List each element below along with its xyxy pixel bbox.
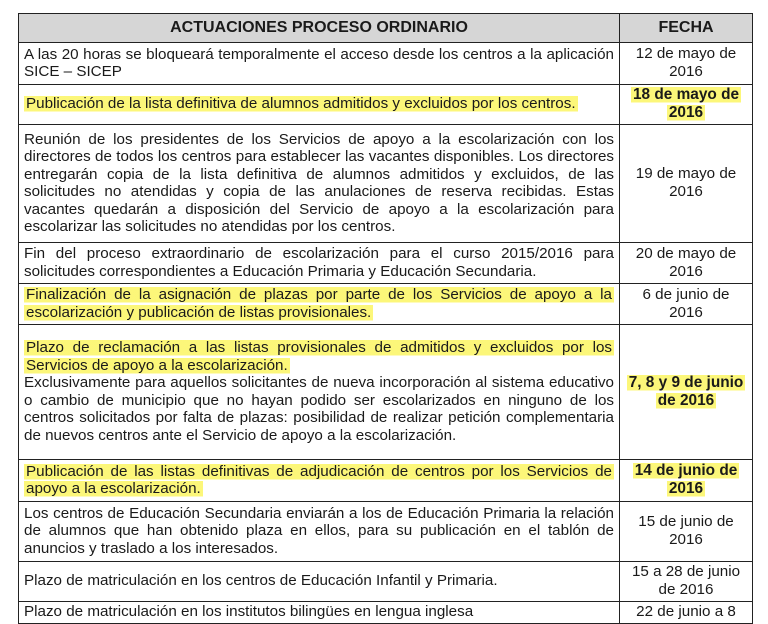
action-paragraph: [24, 339, 614, 374]
action-paragraph: [24, 505, 614, 558]
action-cell: [19, 502, 620, 562]
date-text: 15 de junio de 2016: [638, 513, 734, 548]
date-cell: [620, 562, 753, 602]
action-cell: [19, 460, 620, 502]
table-row: [19, 243, 753, 284]
action-paragraph: [24, 286, 614, 321]
table-header-row: [19, 14, 753, 43]
date-cell: [620, 243, 753, 284]
date-text: 6 de junio de 2016: [642, 285, 730, 321]
action-paragraph: [24, 603, 614, 621]
action-cell: [19, 284, 620, 325]
date-text: 19 de mayo de 2016: [635, 165, 737, 200]
action-text: Los centros de Educación Secundaria enviarán a los de Educación Primaria la relación de alumnos que han obtenido plaza en ellos, para su publicación en el tablón de anuncios y traslado a los interesados.: [24, 504, 614, 557]
date-cell: [620, 502, 753, 562]
date-cell: [620, 325, 753, 460]
date-cell: [620, 125, 753, 243]
action-paragraph: [24, 245, 614, 280]
highlighted-action-text: Publicación de las listas definitivas de adjudicación de centros por los Servicios de apoyo a la escolarización.: [26, 462, 612, 497]
date-text: 15 a 28 de junio de 2016: [631, 563, 741, 598]
highlighted-action-text: Plazo de reclamación a las listas provisionales de admitidos y excluidos por los Servicios de apoyo a la escolarización.: [26, 339, 612, 374]
action-cell: [19, 243, 620, 284]
highlighted-date-text: 14 de junio de 2016: [634, 462, 738, 497]
date-cell: [620, 460, 753, 502]
action-text: Exclusivamente para aquellos solicitantes de nueva incorporación al sistema educativo o cambio de municipio que no hayan podido ser escolarizados en ninguno de los centros solicitados por falta de plazas: posibilidad de realizar petición complementaria de nuevos centros ante el Servicio de apoyo a la escolarización.: [24, 374, 614, 444]
action-paragraph: [24, 95, 614, 113]
table-row: [19, 43, 753, 85]
date-cell: [620, 602, 753, 624]
date-cell: [620, 85, 753, 125]
table-row: [19, 284, 753, 325]
action-paragraph: [24, 572, 614, 590]
table-row: [19, 502, 753, 562]
action-cell: [19, 325, 620, 460]
schedule-table-body: [19, 43, 753, 624]
date-column-header: FECHA: [620, 14, 753, 43]
highlighted-date-text: 7, 8 y 9 de junio de 2016: [628, 373, 744, 409]
actions-column-header: ACTUACIONES PROCESO ORDINARIO: [19, 14, 620, 43]
table-row: [19, 460, 753, 502]
action-text: Plazo de matriculación en los centros de Educación Infantil y Primaria.: [24, 572, 498, 590]
schedule-table: [18, 13, 753, 624]
table-row: [19, 602, 753, 624]
highlighted-action-text: Finalización de la asignación de plazas por parte de los Servicios de apoyo a la escolarización y publicación de listas provisionales.: [26, 286, 612, 321]
action-cell: [19, 85, 620, 125]
table-row: [19, 325, 753, 460]
action-cell: [19, 562, 620, 602]
date-cell: [620, 43, 753, 85]
action-text: A las 20 horas se bloqueará temporalmente el acceso desde los centros a la aplicación SICE – SICEP: [24, 45, 614, 80]
action-paragraph: [24, 131, 614, 236]
table-row: [19, 85, 753, 125]
table-row: [19, 125, 753, 243]
action-cell: [19, 125, 620, 243]
action-cell: [19, 602, 620, 624]
date-cell: [620, 284, 753, 325]
date-text: 22 de junio a 8: [636, 603, 736, 620]
action-text: Plazo de matriculación en los institutos bilingües en lengua inglesa: [24, 603, 474, 621]
highlighted-action-text: Publicación de la lista definitiva de alumnos admitidos y excluidos por los centros.: [26, 95, 576, 113]
action-paragraph: [24, 46, 614, 81]
table-row: [19, 562, 753, 602]
action-paragraph: [24, 463, 614, 498]
date-text: 12 de mayo de 2016: [635, 45, 737, 80]
highlighted-date-text: 18 de mayo de 2016: [632, 86, 740, 121]
action-text: Reunión de los presidentes de los Servicios de apoyo a la escolarización con los directores de todos los centros para establecer las vacantes disponibles. Los directores entregarán copia de la lista definitiva de alumnos admitidos y excluidos, de las solicitudes no atendidas y copia de las anulaciones de reserva recibidas. Estas vacantes quedarán a disposición del Servicio de apoyo a la escolarización para escolarizar las solicitudes no atendidas por los centros.: [24, 130, 614, 235]
action-paragraph: [24, 374, 614, 444]
action-text: Fin del proceso extraordinario de escolarización para el curso 2015/2016 para solicitudes correspondientes a Educación Primaria y Educación Secundaria.: [24, 245, 614, 280]
action-cell: [19, 43, 620, 85]
date-text: 20 de mayo de 2016: [635, 244, 737, 280]
